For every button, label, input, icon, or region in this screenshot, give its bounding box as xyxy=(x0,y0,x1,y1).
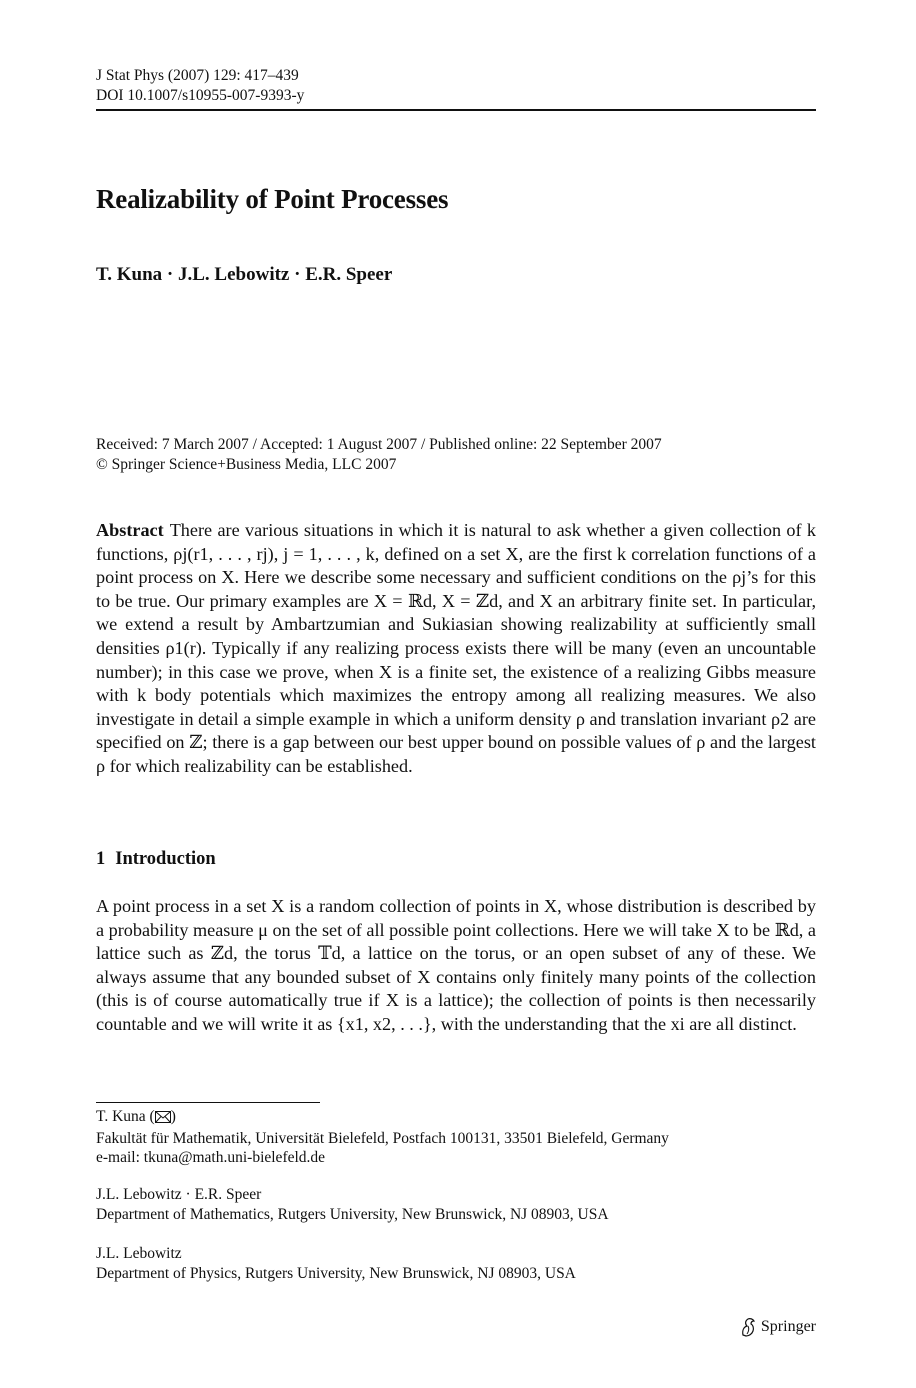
introduction-paragraph: A point process in a set X is a random collection of points in X, whose distribution is described by a probability measure μ on the set of all possible point collections. Here we will take X to be ℝd, a lattice such as ℤd, the torus 𝕋d, a lattice on the torus, or an open subset of any of these. We always assume that any bounded subset of X contains only finitely many points of the collection (this is of course automatically true if X is a lattice); the collection of points is then necessarily countable and we will write it as {x1, x2, . . .}, with the understanding that the xi are all distinct. xyxy=(96,896,816,1034)
envelope-icon xyxy=(155,1109,171,1129)
footnote-kuna-affiliation: Fakultät für Mathematik, Universität Bielefeld, Postfach 100131, 33501 Bielefeld, Germany xyxy=(96,1129,669,1147)
footnote-lebowitz xyxy=(96,1244,576,1283)
section-number: 1 xyxy=(96,849,106,869)
footnote-l-affiliation: Department of Physics, Rutgers University, New Brunswick, NJ 08903, USA xyxy=(96,1264,576,1282)
footnote-ls-affiliation: Department of Mathematics, Rutgers University, New Brunswick, NJ 08903, USA xyxy=(96,1205,609,1223)
footnote-rule xyxy=(96,1102,320,1103)
copyright-line: © Springer Science+Business Media, LLC 2007 xyxy=(96,456,397,473)
journal-header xyxy=(96,66,304,106)
footnote-l-name: J.L. Lebowitz xyxy=(96,1245,182,1262)
footnote-kuna-email[interactable]: e-mail: tkuna@math.uni-bielefeld.de xyxy=(96,1149,326,1166)
section-heading xyxy=(96,849,216,870)
footnote-kuna-name-line: T. Kuna ( ) xyxy=(96,1107,669,1129)
paper-title: Realizability of Point Processes xyxy=(96,184,449,214)
received-line: Received: 7 March 2007 / Accepted: 1 August 2007 / Published online: 22 September 2007 xyxy=(96,436,662,453)
journal-citation: J Stat Phys (2007) 129: 417–439 xyxy=(96,67,299,84)
footnote-ls-names: J.L. Lebowitz · E.R. Speer xyxy=(96,1186,262,1203)
springer-horse-icon xyxy=(739,1317,757,1337)
abstract xyxy=(96,519,816,779)
header-rule xyxy=(96,109,816,111)
footnote-kuna-name: T. Kuna xyxy=(96,1108,146,1125)
author-list: T. Kuna · J.L. Lebowitz · E.R. Speer xyxy=(96,264,393,285)
publication-dates xyxy=(96,435,662,475)
abstract-text: There are various situations in which it is natural to ask whether a given collection of k functions, ρj(r1, . . . , rj), j = 1, . . . , k, defined on a set X, are the first k correlation functions of a point process on X. Here we describe some necessary and sufficient conditions on the ρj’s for this to be true. Our primary examples are X = ℝd, X = ℤd, and X an arbitrary finite set. In particular, we extend a result by Ambartzumian and Sukiasian showing realizability at sufficiently small densities ρ1(r). Typically if any realizing process exists there will be many (even an uncountable number); in this case we prove, when X is a finite set, the existence of a realizing Gibbs measure with k body potentials which maximizes the entropy among all realizing measures. We also investigate in detail a simple example in which a uniform density ρ and translation invariant ρ2 are specified on ℤ; there is a gap between our best upper bound on possible values of ρ and the largest ρ for which realizability can be established. xyxy=(96,520,816,776)
section-title: Introduction xyxy=(115,849,216,869)
footnote-lebowitz-speer xyxy=(96,1185,609,1224)
abstract-label: Abstract xyxy=(96,520,164,540)
publisher-logo xyxy=(739,1317,816,1337)
publisher-name: Springer xyxy=(760,1318,816,1335)
footnote-kuna xyxy=(96,1107,669,1168)
doi[interactable]: DOI 10.1007/s10955-007-9393-y xyxy=(96,87,305,104)
